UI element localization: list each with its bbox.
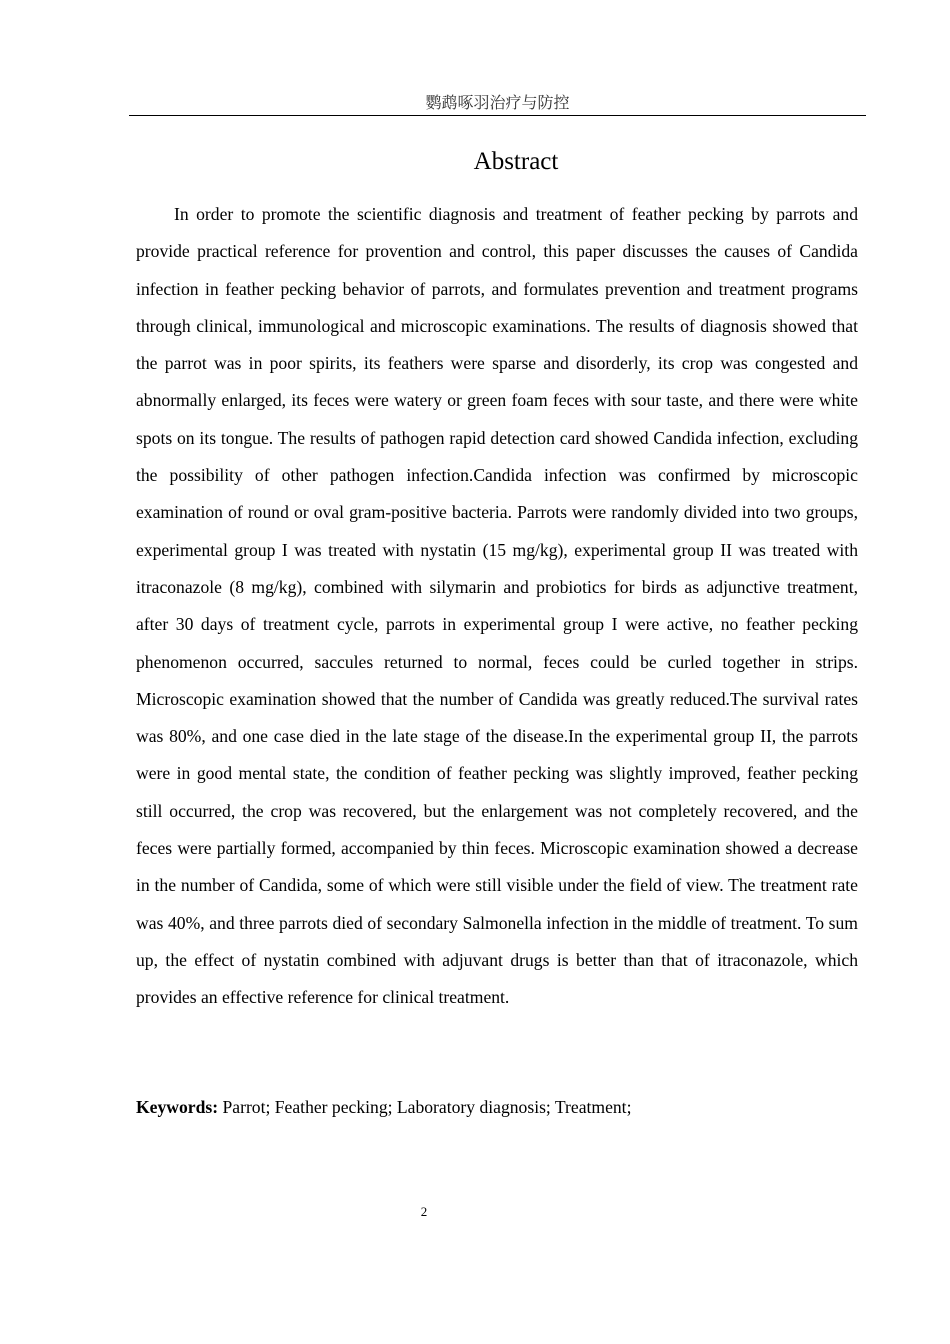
page-number: 2 — [420, 1204, 428, 1219]
running-header: 鹦鹉啄羽治疗与防控 — [129, 92, 866, 116]
abstract-body: In order to promote the scientific diagnosis and treatment of feather pecking by parrots and provide practical reference for provention and control, this paper discusses the causes of Candida infection in feather pecking behavior of parrots, and formulates prevention and treatment programs through clinical, immunological and microscopic examinations. The results of diagnosis showed that the parrot was in poor spirits, its feathers were sparse and disorderly, its crop was congested and abnormally enlarged, its feces were watery or green foam feces with sour taste, and there were white spots on its tongue. The results of pathogen rapid detection card showed Candida infection, excluding the possibility of other pathogen infection.Candida infection was confirmed by microscopic examination of round or oval gram-positive bacteria. Parrots were randomly divided into two groups, experimental group I was treated with nystatin (15 mg/kg), experimental group II was treated with itraconazole (8 mg/kg), combined with silymarin and probiotics for birds as adjunctive treatment, after 30 days of treatment cycle, parrots in experimental group I were active, no feather pecking phenomenon occurred, saccules returned to normal, feces could be curled together in strips. Microscopic examination showed that the number of Candida was greatly reduced.The survival rates was 80%, and one case died in the late stage of the disease.In the experimental group II, the parrots were in good mental state, the condition of feather pecking was slightly improved, feather pecking still occurred, the crop was recovered, but the enlargement was not completely recovered, and the feces were partially formed, accompanied by thin feces. Microscopic examination showed a decrease in the number of Candida, some of which were still visible under the field of view. The treatment rate was 40%, and three parrots died of secondary Salmonella infection in the middle of treatment. To sum up, the effect of nystatin combined with adjuvant drugs is better than that of itraconazole, which provides an effective reference for clinical treatment. — [136, 204, 858, 1008]
keywords-value: Parrot; Feather pecking; Laboratory diagnosis; Treatment; — [218, 1097, 632, 1117]
abstract-title: Abstract — [473, 148, 559, 175]
keywords-label: Keywords: — [136, 1097, 219, 1117]
keywords-line — [136, 1091, 858, 1123]
